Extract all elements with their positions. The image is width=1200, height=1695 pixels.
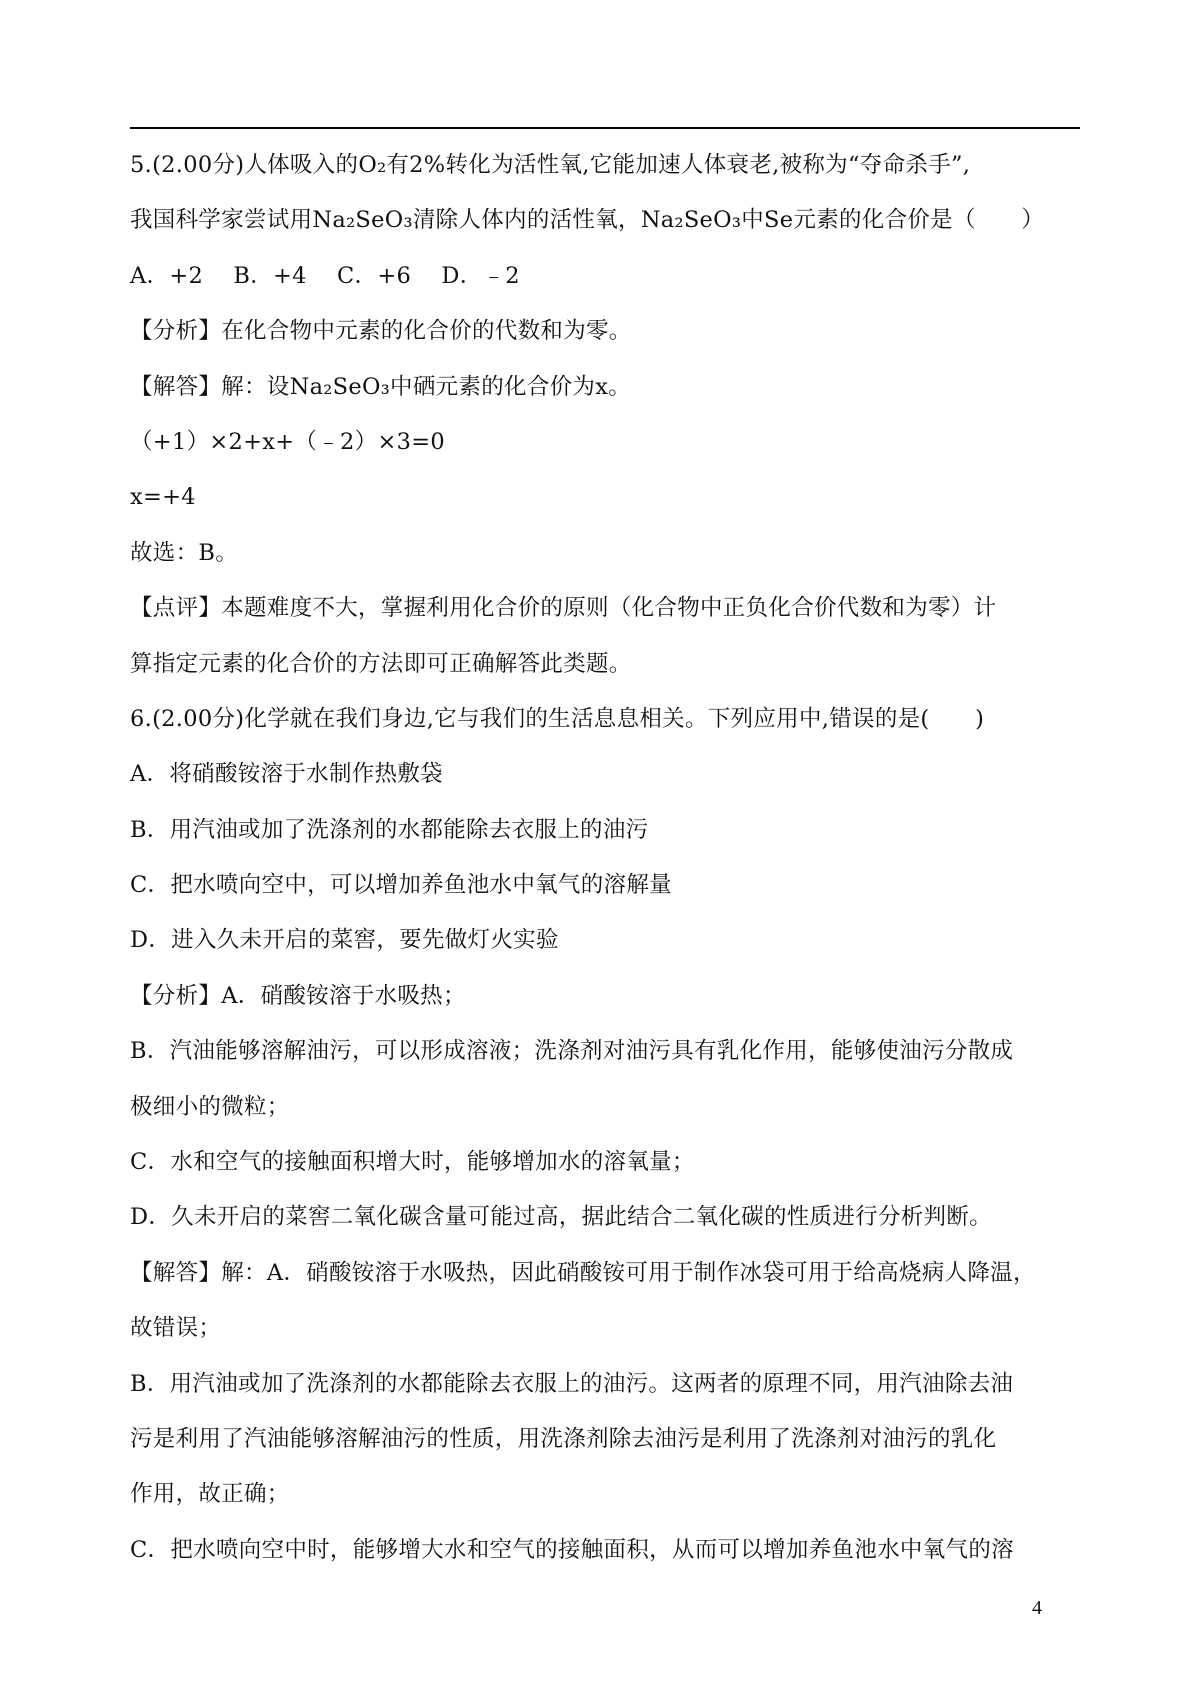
question-5-comment-line-1: 【点评】本题难度不大，掌握利用化合价的原则（化合物中正负化合价代数和为零）计 xyxy=(130,595,997,622)
question-5-solution-equation: （+1）×2+x+（﹣2）×3=0 xyxy=(130,428,445,455)
question-6-analysis-b-line-1: B．汽油能够溶解油污，可以形成溶液；洗涤剂对油污具有乳化作用，能够使油污分散成 xyxy=(130,1038,1014,1065)
question-5-options: A．+2 B．+4 C．+6 D．﹣2 xyxy=(130,262,520,289)
question-6-option-a: A．将硝酸铵溶于水制作热敷袋 xyxy=(130,761,443,788)
question-5-stem-line-2: 我国科学家尝试用Na₂SeO₃清除人体内的活性氧，Na₂SeO₃中Se元素的化合价是（ ） xyxy=(130,207,1045,234)
question-6-analysis-c: C．水和空气的接触面积增大时，能够增加水的溶氧量； xyxy=(130,1149,695,1176)
question-6-solution-a-line-2: 故错误； xyxy=(130,1315,222,1342)
question-6-analysis-b-line-2: 极细小的微粒； xyxy=(130,1093,290,1120)
question-5-analysis: 【分析】在化合物中元素的化合价的代数和为零。 xyxy=(130,318,632,345)
question-6-option-b: B．用汽油或加了洗涤剂的水都能除去衣服上的油污 xyxy=(130,816,649,843)
document-body xyxy=(130,138,1080,1578)
question-6-stem: 6.(2.00分)化学就在我们身边,它与我们的生活息息相关。下列应用中,错误的是( ) xyxy=(130,705,985,732)
question-6-solution-b-line-3: 作用，故正确； xyxy=(130,1481,290,1508)
question-6-option-d: D．进入久未开启的菜窖，要先做灯火实验 xyxy=(130,927,559,954)
question-6-solution-b-line-1: B．用汽油或加了洗涤剂的水都能除去衣服上的油污。这两者的原理不同，用汽油除去油 xyxy=(130,1370,1014,1397)
question-5-solution-line-1: 【解答】解：设Na₂SeO₃中硒元素的化合价为x。 xyxy=(130,373,632,400)
question-6-analysis-a: 【分析】A．硝酸铵溶于水吸热； xyxy=(130,982,466,1009)
question-6-solution-b-line-2: 污是利用了汽油能够溶解油污的性质，用洗涤剂除去油污是利用了洗涤剂对油污的乳化 xyxy=(130,1425,997,1452)
question-5-stem-line-1: 5.(2.00分)人体吸入的O₂有2%转化为活性氧,它能加速人体衰老,被称为“夺命杀手”, xyxy=(130,152,971,178)
question-5-solution-result: x=+4 xyxy=(130,484,196,511)
question-5-answer: 故选：B。 xyxy=(130,539,239,566)
question-6-analysis-d: D．久未开启的菜窖二氧化碳含量可能过高，据此结合二氧化碳的性质进行分析判断。 xyxy=(130,1204,992,1231)
question-6-solution-a-line-1: 【解答】解：A．硝酸铵溶于水吸热，因此硝酸铵可用于制作冰袋可用于给高烧病人降温， xyxy=(130,1259,1036,1286)
header-rule xyxy=(130,127,1080,129)
question-6-option-c: C．把水喷向空中，可以增加养鱼池水中氧气的溶解量 xyxy=(130,872,672,899)
page-number: 4 xyxy=(1032,1597,1042,1619)
question-5-comment-line-2: 算指定元素的化合价的方法即可正确解答此类题。 xyxy=(130,650,632,677)
question-6-solution-c-line-1: C．把水喷向空中时，能够增大水和空气的接触面积，从而可以增加养鱼池水中氧气的溶 xyxy=(130,1536,1014,1563)
